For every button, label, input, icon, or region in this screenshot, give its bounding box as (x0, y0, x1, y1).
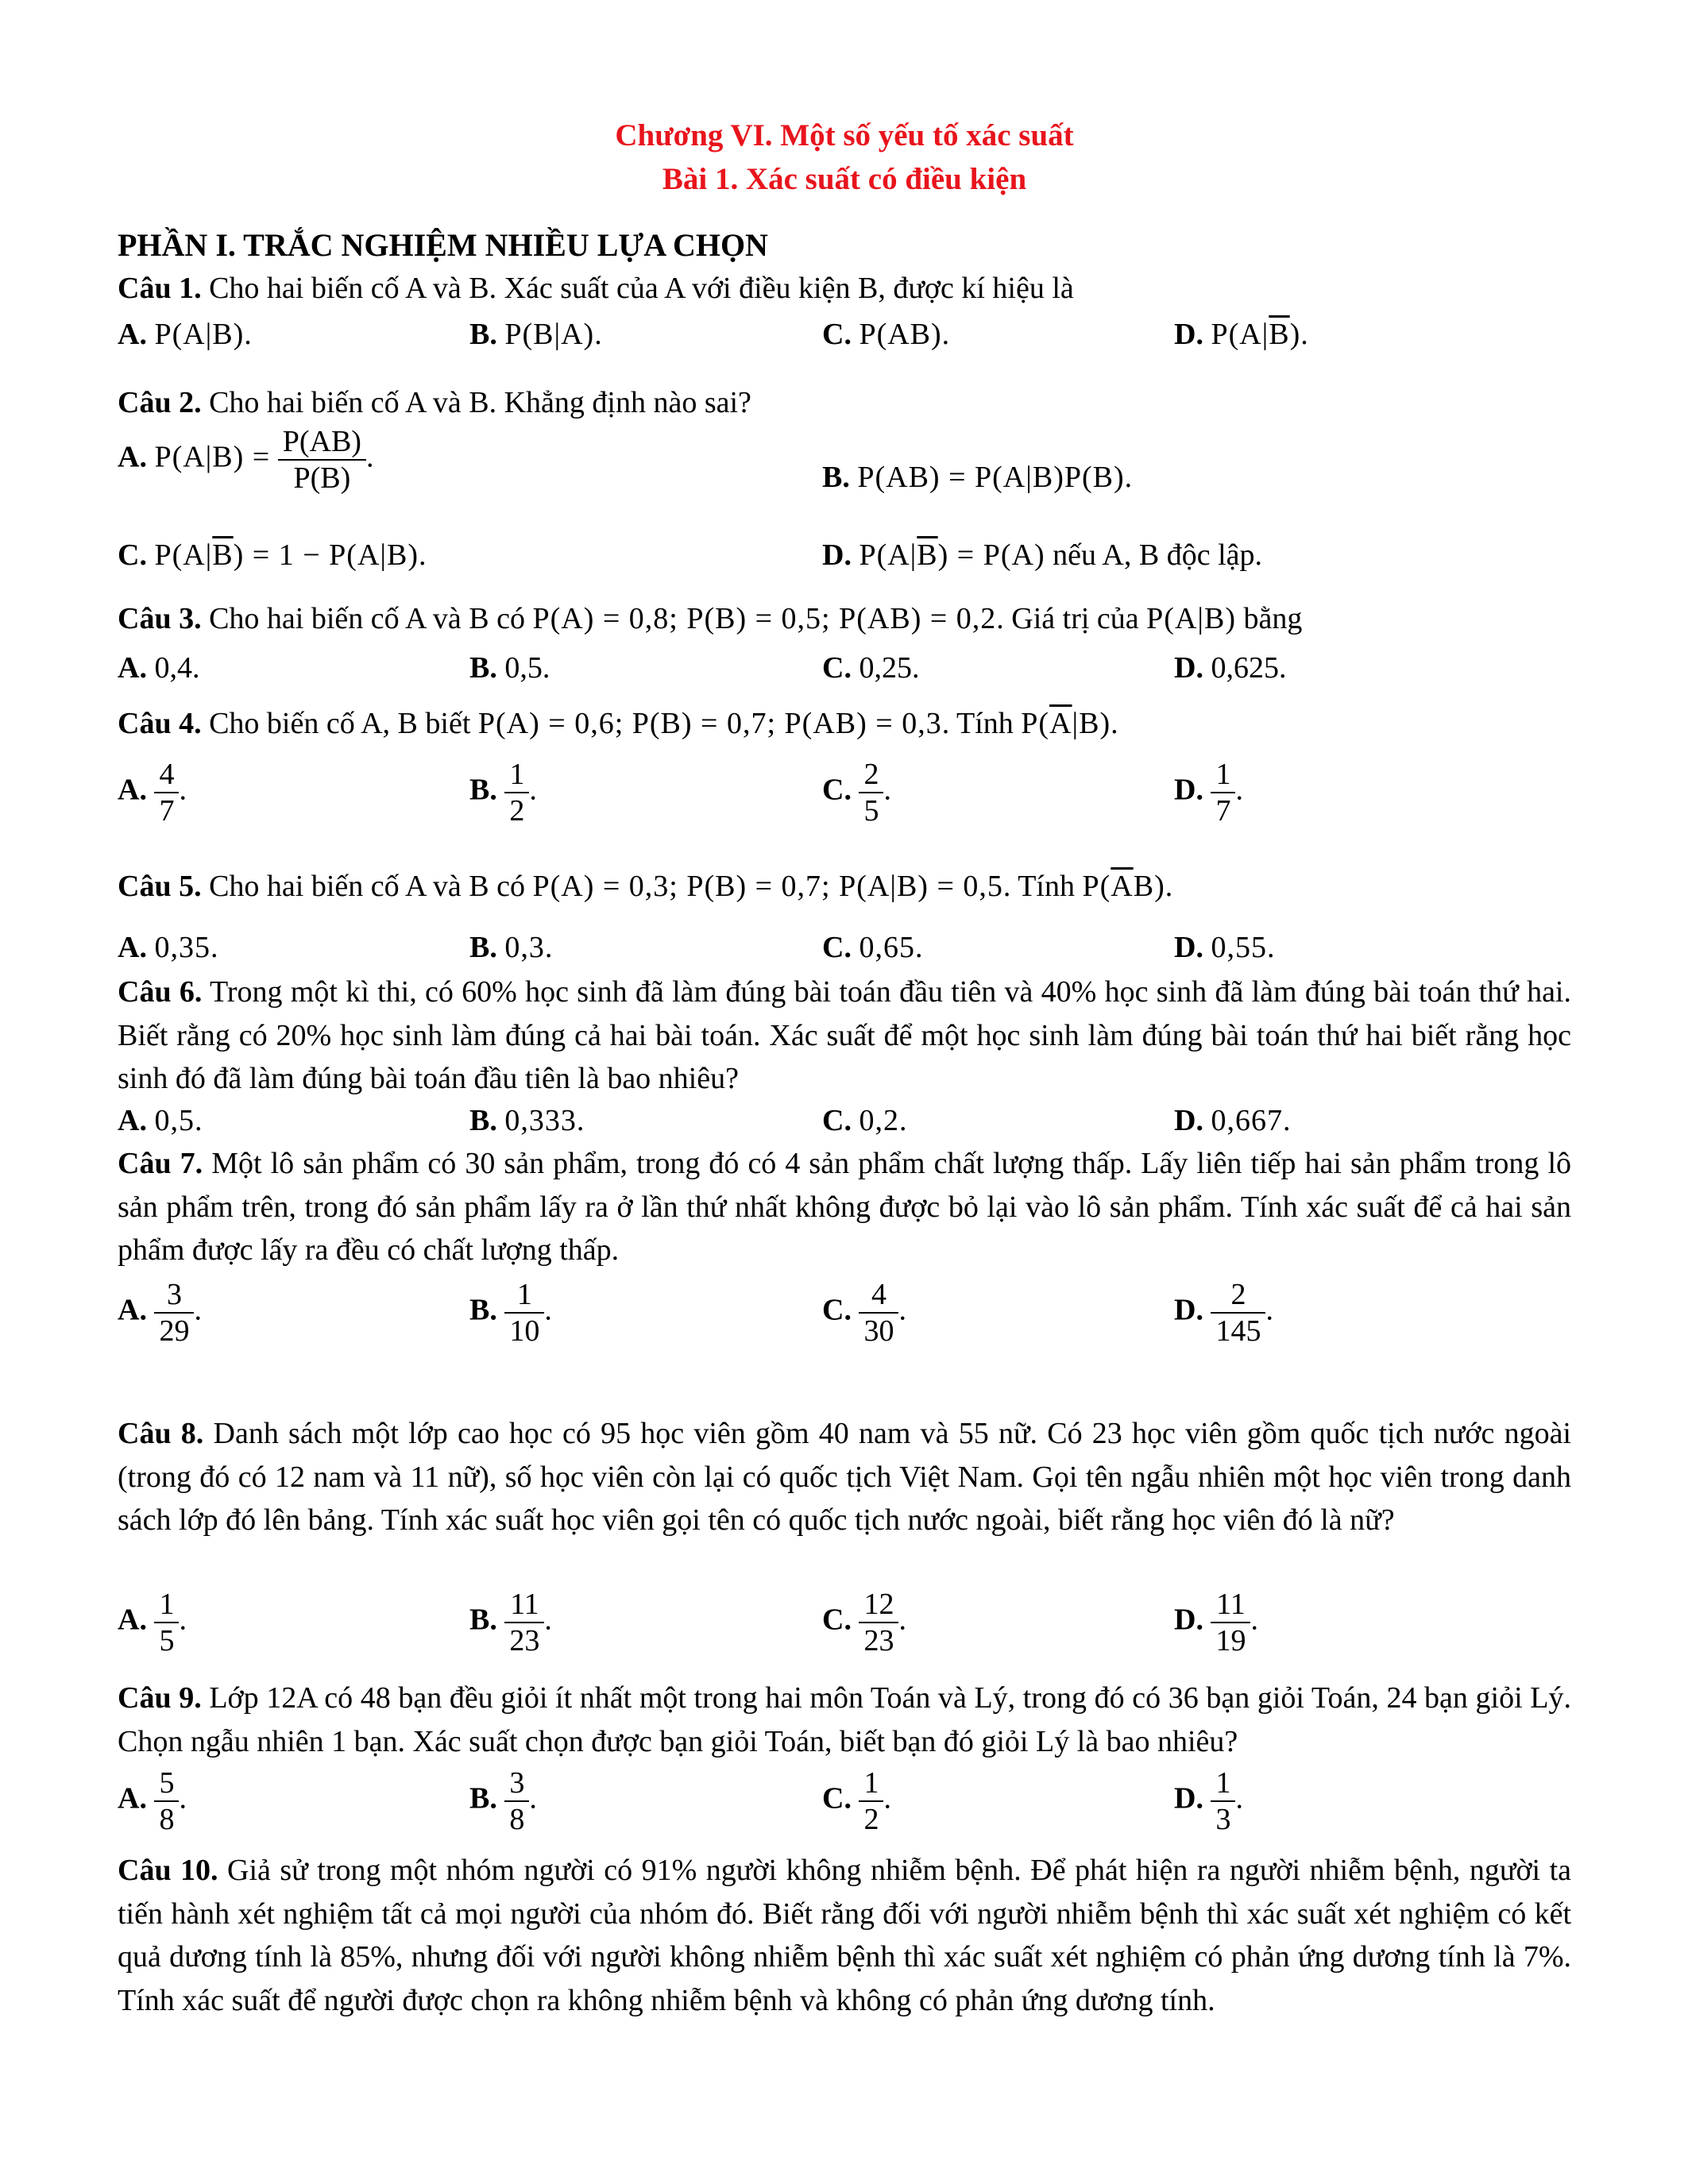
q3-option-c: C. 0,25. (822, 651, 920, 685)
question-5: Câu 5. Cho hai biến cố A và B có P(A) = 0,3; P(B) = 0,7; P(A|B) = 0,5. Tính $P(\overline{A}B)$. (118, 870, 1174, 903)
q6-option-a: A. 0,5. (118, 1104, 203, 1137)
q7-option-c: C. $\frac{4}{30}$ . (822, 1278, 906, 1348)
q6-option-b: B. 0,333. (469, 1104, 585, 1137)
document-page (118, 118, 1571, 2151)
question-10: Câu 10. Giả sử trong một nhóm người có 91% người không nhiễm bệnh. Để phát hiện ra người nhiễm bệnh, người ta tiến hành xét nghiệm tất cả mọi người của nhóm đó. Biết rằng đối với người nhiễm bệnh thì xác suất xét nghiệm có kết quả dương tính là 85%, nhưng đối với người không nhiễm bệnh thì xác suất xét nghiệm có phản ứng dương tính là 7%. Tính xác suất để người được chọn ra không nhiễm bệnh và không có phản ứng dương tính. (118, 1854, 1571, 2017)
q2-option-b: B. P(AB) = P(A|B)P(B). (822, 461, 1134, 494)
q1-option-b: B. P(B|A). (469, 318, 603, 351)
lesson-title: Bài 1. Xác suất có điều kiện (662, 162, 1027, 196)
q6-option-c: C. 0,2. (822, 1104, 908, 1137)
q2-option-a: A. P(A|B) = $\frac{P(AB)}{P(B)}$ . (118, 425, 374, 495)
question-6: Câu 6. Trong một kì thi, có 60% học sinh đã làm đúng bài toán đầu tiên và 40% học sinh đã làm đúng bài toán thứ hai. Biết rằng có 20% học sinh làm đúng cả hai bài toán. Xác suất để một học sinh làm đúng bài toán thứ hai biết rằng học sinh đó đã làm đúng bài toán đầu tiên là bao nhiêu? (118, 975, 1571, 1095)
question-7: Câu 7. Một lô sản phẩm có 30 sản phẩm, trong đó có 4 sản phẩm chất lượng thấp. Lấy liên tiếp hai sản phẩm trong lô sản phẩm trên, trong đó sản phẩm lấy ra ở lần thứ nhất không được bỏ lại vào lô sản phẩm. Tính xác suất để cả hai sản phẩm được lấy ra đều có chất lượng thấp. (118, 1147, 1571, 1267)
question-1: Câu 1. Cho hai biến cố A và B. Xác suất của A với điều kiện B, được kí hiệu là (118, 272, 1074, 305)
q4-option-d: D. $\frac{1}{7}$ . (1174, 758, 1243, 828)
section-title: PHẦN I. TRẮC NGHIỆM NHIỀU LỰA CHỌN (118, 227, 768, 263)
q9-option-d: D. $\frac{1}{3}$ . (1174, 1766, 1243, 1836)
q9-option-b: B. $\frac{3}{8}$ . (469, 1766, 537, 1836)
q8-option-a: A. $\frac{1}{5}$ . (118, 1588, 187, 1657)
q1-option-c: C. P(AB). (822, 318, 951, 351)
question-4: Câu 4. Cho biến cố A, B biết P(A) = 0,6; P(B) = 0,7; P(AB) = 0,3. Tính $P(\overline{A}|B)$. (118, 707, 1119, 740)
q9-option-c: C. $\frac{1}{2}$ . (822, 1766, 891, 1836)
q5-option-d: D. 0,55. (1174, 931, 1276, 964)
q5-option-a: A. 0,35. (118, 931, 219, 964)
q4-option-b: B. $\frac{1}{2}$ . (469, 758, 537, 828)
q1-option-a: A. P(A|B). (118, 318, 253, 351)
q5-option-b: B. 0,3. (469, 931, 554, 964)
q7-option-d: D. $\frac{2}{145}$ . (1174, 1278, 1273, 1348)
question-8: Câu 8. Danh sách một lớp cao học có 95 học viên gồm 40 nam và 55 nữ. Có 23 học viên gồm quốc tịch nước ngoài (trong đó có 12 nam và 11 nữ), số học viên còn lại có quốc tịch Việt Nam. Gọi tên ngẫu nhiên một học viên trong danh sách lớp đó lên bảng. Tính xác suất học viên gọi tên có quốc tịch nước ngoài, biết rằng học viên đó là nữ? (118, 1417, 1571, 1537)
q2-option-c: C. $P(A|\overline{B}) = 1 - P(A|B)$. (118, 538, 427, 572)
q3-option-a: A. 0,4. (118, 651, 200, 685)
q1-option-d: D. $P(A|\overline{B})$. (1174, 318, 1309, 351)
q3-option-d: D. 0,625. (1174, 651, 1287, 685)
q6-option-d: D. 0,667. (1174, 1104, 1292, 1137)
q3-option-b: B. 0,5. (469, 651, 550, 685)
q5-option-c: C. 0,65. (822, 931, 924, 964)
q7-option-a: A. $\frac{3}{29}$ . (118, 1278, 202, 1348)
q4-option-a: A. $\frac{4}{7}$ . (118, 758, 187, 828)
chapter-title: Chương VI. Một số yếu tố xác suất (615, 118, 1074, 152)
question-2: Câu 2. Cho hai biến cố A và B. Khẳng định nào sai? (118, 386, 751, 419)
q2-option-d: D. $P(A|\overline{B}) = P(A)$ nếu A, B độc lập. (822, 538, 1262, 572)
q7-option-b: B. $\frac{1}{10}$ . (469, 1278, 552, 1348)
question-3: Câu 3. Cho hai biến cố A và B có P(A) = 0,8; P(B) = 0,5; P(AB) = 0,2. Giá trị của P(A|B) bằng (118, 602, 1303, 635)
q8-option-d: D. $\frac{11}{19}$ . (1174, 1588, 1258, 1657)
question-9: Câu 9. Lớp 12A có 48 bạn đều giỏi ít nhất một trong hai môn Toán và Lý, trong đó có 36 bạn giỏi Toán, 24 bạn giỏi Lý. Chọn ngẫu nhiên 1 bạn. Xác suất chọn được bạn giỏi Toán, biết bạn đó giỏi Lý là bao nhiêu? (118, 1681, 1571, 1758)
q8-option-b: B. $\frac{11}{23}$ . (469, 1588, 552, 1657)
q9-option-a: A. $\frac{5}{8}$ . (118, 1766, 187, 1836)
q8-option-c: C. $\frac{12}{23}$ . (822, 1588, 906, 1657)
q4-option-c: C. $\frac{2}{5}$ . (822, 758, 891, 828)
